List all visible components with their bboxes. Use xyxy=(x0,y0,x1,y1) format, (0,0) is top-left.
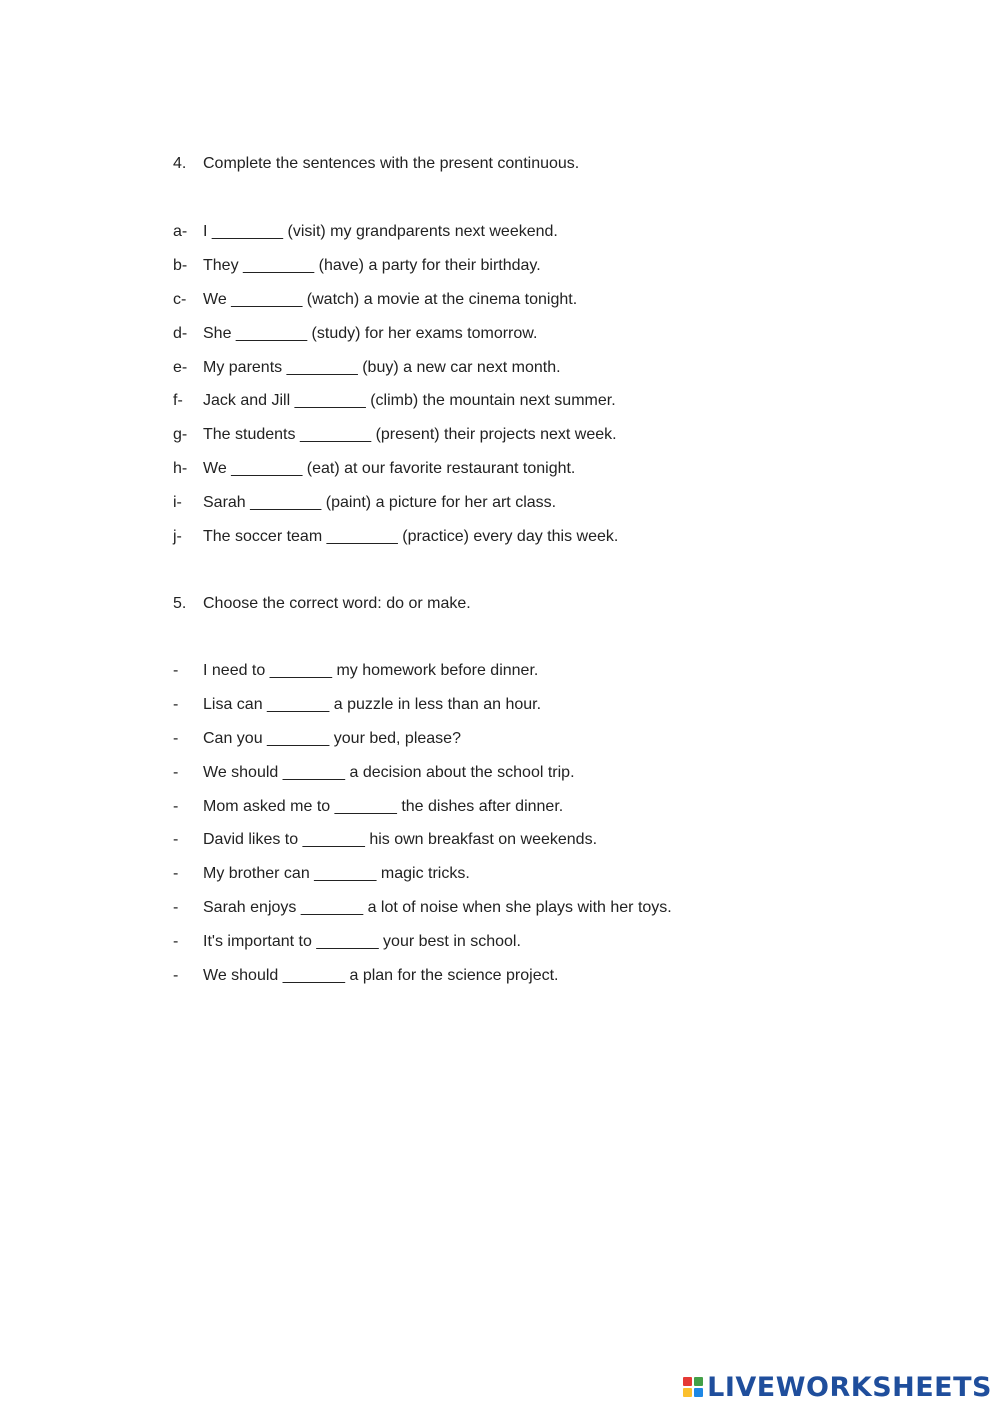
exercise-item xyxy=(173,459,618,493)
exercise-item xyxy=(173,932,672,966)
item-sentence: I need to _______ my homework before dinner. xyxy=(203,662,539,679)
item-sentence: David likes to _______ his own breakfast on weekends. xyxy=(203,831,598,849)
exercise-item xyxy=(173,729,672,763)
item-sentence: Lisa can _______ a puzzle in less than an hour. xyxy=(203,695,542,713)
item-marker: d- xyxy=(173,324,188,342)
section-4-heading xyxy=(173,154,579,174)
item-sentence: We ________ (eat) at our favorite restaurant tonight. xyxy=(203,460,576,478)
exercise-item xyxy=(173,358,618,392)
item-marker: - xyxy=(173,933,179,951)
item-marker: e- xyxy=(173,358,188,376)
item-marker: - xyxy=(173,763,179,781)
item-marker: b- xyxy=(173,256,188,274)
exercise-item xyxy=(173,864,672,898)
section-5-number: 5. xyxy=(173,595,187,612)
item-sentence: The soccer team ________ (practice) every day this week. xyxy=(203,528,619,546)
item-sentence: I ________ (visit) my grandparents next weekend. xyxy=(203,223,558,240)
logo-wordmark: LIVEWORKSHEETS xyxy=(707,1371,992,1403)
item-marker: - xyxy=(173,797,179,815)
item-marker: - xyxy=(173,967,179,985)
exercise-item xyxy=(173,493,618,527)
item-marker: j- xyxy=(173,528,182,546)
item-sentence: The students ________ (present) their projects next week. xyxy=(203,426,617,444)
logo-tile xyxy=(683,1377,692,1386)
item-marker: - xyxy=(173,662,179,679)
exercise-item xyxy=(173,391,618,425)
exercise-item xyxy=(173,695,672,729)
item-marker: a- xyxy=(173,223,188,240)
exercise-item xyxy=(173,256,618,290)
item-marker: - xyxy=(173,865,179,883)
item-marker: h- xyxy=(173,460,188,478)
item-sentence: My brother can _______ magic tricks. xyxy=(203,865,470,883)
item-sentence: Sarah enjoys _______ a lot of noise when she plays with her toys. xyxy=(203,899,672,917)
liveworksheets-logo xyxy=(683,1367,992,1407)
section-5-heading xyxy=(173,594,471,614)
item-marker: i- xyxy=(173,494,182,512)
exercise-item xyxy=(173,763,672,797)
item-marker: g- xyxy=(173,426,188,444)
exercise-item xyxy=(173,966,672,1000)
item-sentence: She ________ (study) for her exams tomorrow. xyxy=(203,324,538,342)
section-5-instruction: Choose the correct word: do or make. xyxy=(203,595,471,612)
item-sentence: Sarah ________ (paint) a picture for her art class. xyxy=(203,494,557,512)
exercise-item xyxy=(173,661,672,695)
exercise-item xyxy=(173,324,618,358)
exercise-item xyxy=(173,898,672,932)
exercise-item xyxy=(173,830,672,864)
exercise-item xyxy=(173,222,618,256)
item-sentence: We should _______ a decision about the school trip. xyxy=(203,763,575,781)
item-marker: - xyxy=(173,899,179,917)
logo-tiles-icon xyxy=(683,1377,703,1397)
item-sentence: Mom asked me to _______ the dishes after dinner. xyxy=(203,797,564,815)
logo-tile xyxy=(683,1388,692,1397)
section-4-exercise-list xyxy=(173,222,618,561)
exercise-item xyxy=(173,290,618,324)
item-marker: - xyxy=(173,729,179,747)
exercise-item xyxy=(173,797,672,831)
section-4-number: 4. xyxy=(173,155,187,172)
exercise-item xyxy=(173,527,618,561)
section-4-instruction: Complete the sentences with the present continuous. xyxy=(203,155,580,172)
item-sentence: My parents ________ (buy) a new car next month. xyxy=(203,358,561,376)
item-marker: c- xyxy=(173,290,187,308)
item-sentence: It's important to _______ your best in school. xyxy=(203,933,521,951)
item-sentence: Can you _______ your bed, please? xyxy=(203,729,461,747)
logo-tile xyxy=(694,1388,703,1397)
logo-tile xyxy=(694,1377,703,1386)
item-sentence: We ________ (watch) a movie at the cinema tonight. xyxy=(203,290,578,308)
item-sentence: Jack and Jill ________ (climb) the mountain next summer. xyxy=(203,392,616,410)
item-sentence: We should _______ a plan for the science project. xyxy=(203,967,559,985)
section-5-exercise-list xyxy=(173,661,672,1000)
item-sentence: They ________ (have) a party for their birthday. xyxy=(203,256,541,274)
exercise-item xyxy=(173,425,618,459)
item-marker: f- xyxy=(173,392,183,410)
item-marker: - xyxy=(173,695,179,713)
item-marker: - xyxy=(173,831,179,849)
